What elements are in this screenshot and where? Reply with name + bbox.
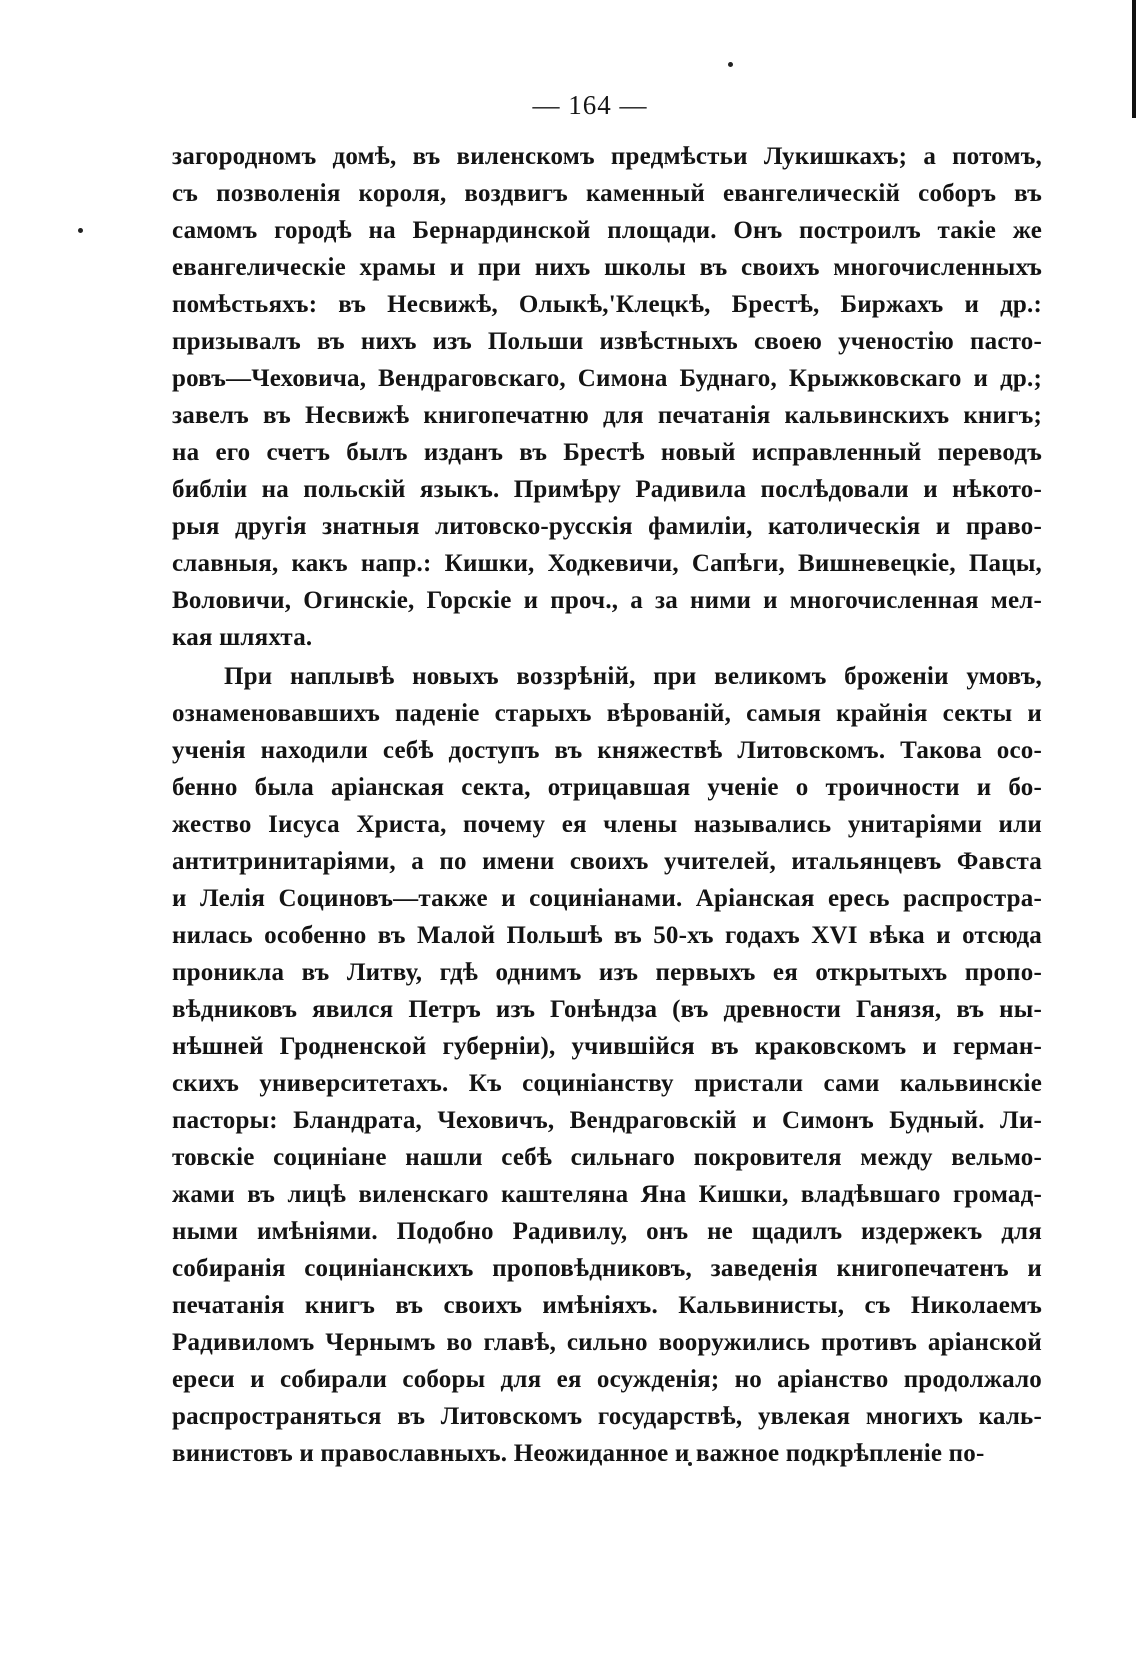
text-line: антитринитаріями, а по имени своихъ учителей, итальянцевъ Фавста xyxy=(172,848,1042,875)
text-line: распространяться въ Литовскомъ государствѣ, увлекая многихъ каль- xyxy=(172,1403,1042,1430)
text-line: библіи на польскій языкъ. Примѣру Радивила послѣдовали и нѣкото- xyxy=(172,476,1042,503)
text-line: пасторы: Бландрата, Чеховичъ, Вендраговскій и Симонъ Будный. Ли- xyxy=(172,1107,1042,1134)
text-line: нилась особенно въ Малой Польшѣ въ 50-хъ годахъ XVI вѣка и отсюда xyxy=(172,922,1042,949)
page-number: — 164 — xyxy=(532,90,648,120)
text-line: печатанія книгъ въ своихъ имѣніяхъ. Кальвинисты, съ Николаемъ xyxy=(172,1292,1042,1319)
text-line: ровъ—Чеховича, Вендраговскаго, Симона Буднаго, Крыжковскаго и др.; xyxy=(172,365,1042,392)
text-line: жами въ лицѣ виленскаго каштеляна Яна Кишки, владѣвшаго громад- xyxy=(172,1181,1042,1208)
paragraph xyxy=(172,658,1042,1472)
text-line: ереси и собирали соборы для ея осужденія; но аріанство продолжало xyxy=(172,1366,1042,1393)
text-line: нѣшней Гродненской губерніи), учившійся въ краковскомъ и герман- xyxy=(172,1033,1042,1060)
ink-speck xyxy=(728,62,733,67)
text-line: кая шляхта. xyxy=(172,624,313,651)
text-line: загородномъ домѣ, въ виленскомъ предмѣстьи Лукишкахъ; а потомъ, xyxy=(172,143,1042,170)
text-line: При наплывѣ новыхъ воззрѣній, при великомъ броженіи умовъ, xyxy=(224,663,1042,690)
text-line: Воловичи, Огинскіе, Горскіе и проч., а за ними и многочисленная мел- xyxy=(172,587,1042,614)
text-line: и Лелія Социновъ—также и социніанами. Аріанская ересь распростра- xyxy=(172,885,1042,912)
text-line: винистовъ и православныхъ. Неожиданное и важное подкрѣпленіе по- xyxy=(172,1440,985,1467)
text-line: скихъ университетахъ. Къ социніанству пристали сами кальвинскіе xyxy=(172,1070,1042,1097)
text-line: славныя, какъ напр.: Кишки, Ходкевичи, Сапѣги, Вишневецкіе, Пацы, xyxy=(172,550,1042,577)
text-line: на его счетъ былъ изданъ въ Брестѣ новый исправленный переводъ xyxy=(172,439,1042,466)
text-line: бенно была аріанская секта, отрицавшая ученіе о троичности и бо- xyxy=(172,774,1042,801)
text-line: Радивиломъ Чернымъ во главѣ, сильно вооружились противъ аріанской xyxy=(172,1329,1042,1356)
text-line: ученія находили себѣ доступъ въ княжествѣ Литовскомъ. Такова осо- xyxy=(172,737,1042,764)
text-line: жество Іисуса Христа, почему ея члены назывались унитаріями или xyxy=(172,811,1042,838)
text-line: ознаменовавшихъ паденіе старыхъ вѣрованій, самыя крайнія секты и xyxy=(172,700,1042,727)
text-line: собиранія социніанскихъ проповѣдниковъ, заведенія книгопечатенъ и xyxy=(172,1255,1042,1282)
text-line: рыя другія знатныя литовско-русскія фамиліи, католическія и право- xyxy=(172,513,1042,540)
text-line: проникла въ Литву, гдѣ однимъ изъ первыхъ ея открытыхъ пропо- xyxy=(172,959,1042,986)
ink-speck xyxy=(78,228,83,233)
text-line: призывалъ въ нихъ изъ Польши извѣстныхъ своею ученостію пасто- xyxy=(172,328,1042,355)
text-line: ными имѣніями. Подобно Радивилу, онъ не щадилъ издержекъ для xyxy=(172,1218,1042,1245)
text-line: съ позволенія короля, воздвигъ каменный евангелическій соборъ въ xyxy=(172,180,1042,207)
paragraph xyxy=(172,138,1042,656)
text-line: самомъ городѣ на Бернардинской площади. Онъ построилъ такіе же xyxy=(172,217,1042,244)
text-line: евангелическіе храмы и при нихъ школы въ своихъ многочисленныхъ xyxy=(172,254,1042,281)
text-line: завелъ въ Несвижѣ книгопечатню для печатанія кальвинскихъ книгъ; xyxy=(172,402,1042,429)
body-text xyxy=(172,138,1042,1472)
text-line: вѣдниковъ явился Петръ изъ Гонѣндза (въ древности Ганязя, въ ны- xyxy=(172,996,1042,1023)
text-line: помѣстьяхъ: въ Несвижѣ, Олыкѣ,'Клецкѣ, Брестѣ, Биржахъ и др.: xyxy=(172,291,1042,318)
text-line: товскіе социніане нашли себѣ сильнаго покровителя между вельмо- xyxy=(172,1144,1042,1171)
